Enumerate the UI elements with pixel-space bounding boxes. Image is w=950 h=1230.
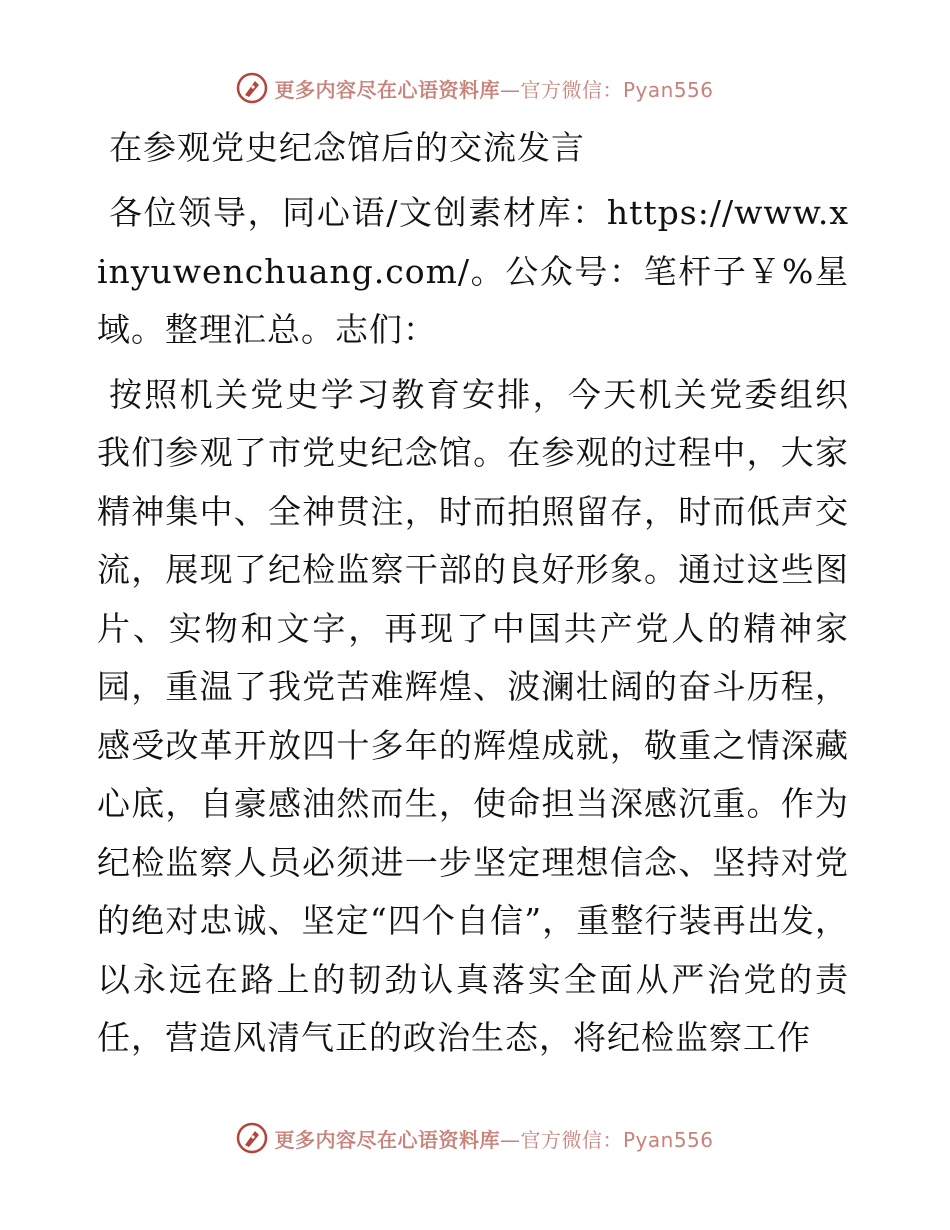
watermark-wechat-label: 官方微信：: [520, 77, 623, 102]
pen-nib-seal-icon: [236, 1122, 268, 1154]
paragraph-salutation: [97, 184, 849, 360]
watermark-text: [274, 1124, 713, 1153]
document-title: 在参观党史纪念馆后的交流发言: [109, 128, 585, 167]
header-watermark-banner: [0, 72, 950, 104]
watermark-wechat-label: 官方微信：: [520, 1127, 623, 1152]
footer-watermark-banner: [0, 1122, 950, 1154]
paragraph-text: 按照机关党史学习教育安排，今天机关党委组织我们参观了市党史纪念馆。在参观的过程中，大家精神集中、全神贯注，时而拍照留存，时而低声交流，展现了纪检监察干部的良好形象。通过这些图片、实物和文字，再现了中国共产党人的精神家园，重温了我党苦难辉煌、波澜壮阔的奋斗历程，感受改革开放四十多年的辉煌成就，敬重之情深藏心底，自豪感油然而生，使命担当深感沉重。作为纪检监察人员必须进一步坚定理想信念、坚持对党的绝对忠诚、坚定“四个自信”，重整行装再出发，以永远在路上的韧劲认真落实全面从严治党的责任，营造风清气正的政治生态，将纪检监察工作: [97, 374, 849, 1057]
document-body: [97, 122, 849, 1074]
watermark-text: [274, 74, 713, 103]
watermark-wechat-id: Pyan556: [622, 77, 714, 102]
watermark-separator: —: [499, 1127, 521, 1152]
watermark-main-text: 更多内容尽在心语资料库: [274, 77, 500, 102]
watermark-separator: —: [499, 77, 521, 102]
pen-nib-seal-icon: [236, 72, 268, 104]
paragraph-text: 各位领导，同心语/文创素材库：https://www.xinyuwenchuang.com/。公众号：笔杆子￥%星域。整理汇总。志们：: [97, 193, 849, 349]
watermark-wechat-id: Pyan556: [622, 1127, 714, 1152]
paragraph-body: [97, 366, 849, 1068]
watermark-main-text: 更多内容尽在心语资料库: [274, 1127, 500, 1152]
